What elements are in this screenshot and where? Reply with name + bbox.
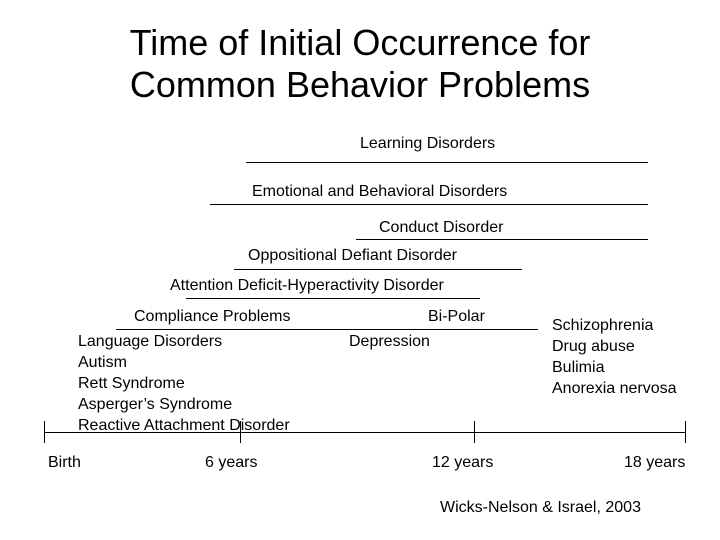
axis-tick-6-years [240, 421, 241, 443]
axis-label-18-years: 18 years [624, 454, 686, 471]
list-item: Reactive Attachment Disorder [78, 417, 290, 434]
axis-label-6-years: 6 years [205, 454, 258, 471]
bar-label-bipolar: Bi-Polar [428, 308, 485, 325]
bar-line-compliance-bipolar [116, 329, 538, 330]
axis-tick-18-years [685, 421, 686, 443]
bar-line-oppositional-defiant-disorder [234, 269, 522, 270]
axis-tick-birth [44, 421, 45, 443]
bar-label-compliance-problems: Compliance Problems [134, 308, 291, 325]
late-disorders-list [552, 315, 677, 399]
list-item: Anorexia nervosa [552, 380, 677, 397]
citation: Wicks-Nelson & Israel, 2003 [440, 499, 641, 516]
axis-label-12-years: 12 years [432, 454, 494, 471]
list-item: Rett Syndrome [78, 375, 185, 392]
title-line-2: Common Behavior Problems [129, 64, 591, 105]
bar-line-conduct-disorder [356, 239, 648, 240]
bar-line-adhd [186, 298, 480, 299]
bar-label-oppositional-defiant-disorder: Oppositional Defiant Disorder [248, 247, 457, 264]
bar-label-adhd: Attention Deficit-Hyperactivity Disorder [170, 277, 444, 294]
slide-title [0, 22, 720, 106]
list-item: Asperger’s Syndrome [78, 396, 233, 413]
bar-label-learning-disorders: Learning Disorders [360, 135, 496, 152]
bar-line-learning-disorders [246, 162, 648, 163]
list-item: Autism [78, 354, 127, 371]
list-item: Language Disorders [78, 333, 223, 350]
list-item: Schizophrenia [552, 317, 654, 334]
axis-tick-12-years [474, 421, 475, 443]
axis-label-birth: Birth [48, 454, 81, 471]
age-axis-line [44, 432, 686, 433]
bar-label-conduct-disorder: Conduct Disorder [379, 219, 504, 236]
label-depression: Depression [349, 333, 430, 350]
early-disorders-list [78, 331, 290, 436]
list-item: Drug abuse [552, 338, 635, 355]
bar-label-emotional-behavioral-disorders: Emotional and Behavioral Disorders [252, 183, 508, 200]
list-item: Bulimia [552, 359, 605, 376]
title-line-1: Time of Initial Occurrence for [129, 22, 591, 63]
bar-line-emotional-behavioral-disorders [210, 204, 648, 205]
